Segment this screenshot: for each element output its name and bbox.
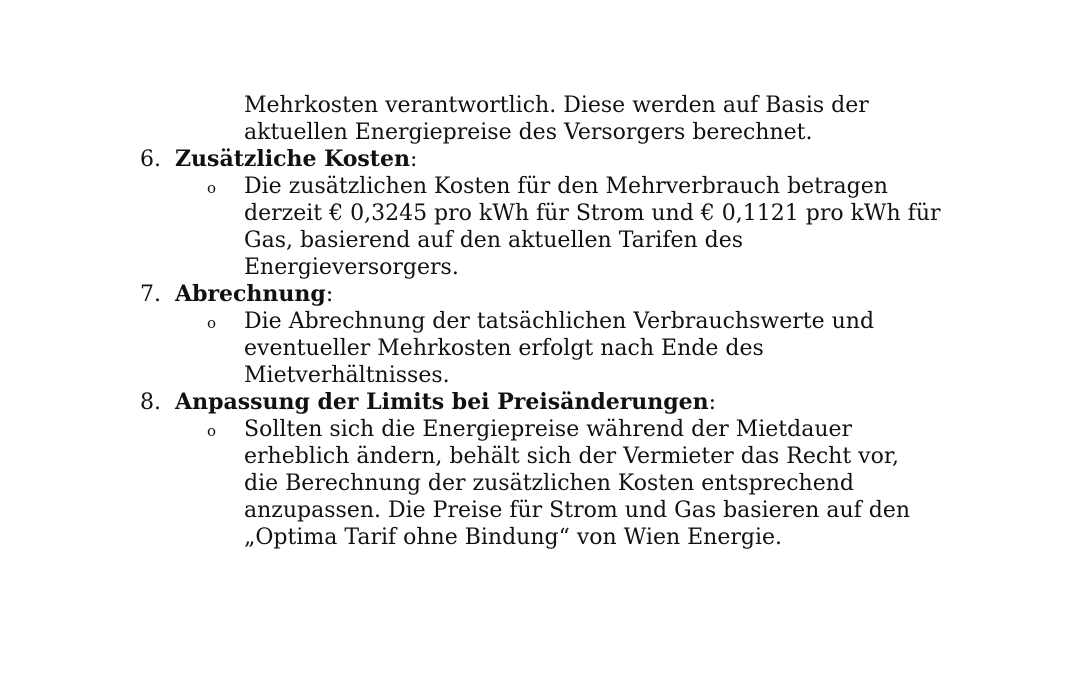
bullet-icon: o — [207, 314, 217, 332]
list-item-line — [0, 470, 1080, 497]
section-title-text: Anpassung der Limits bei Preisänderungen — [175, 389, 709, 415]
list-item-line — [0, 524, 1080, 551]
document-page — [0, 92, 1080, 551]
paragraph-text: Energieversorgers. — [244, 255, 459, 280]
paragraph-text: aktuellen Energiepreise des Versorgers berechnet. — [244, 120, 813, 145]
section-title-text: Abrechnung — [175, 281, 326, 307]
section-title — [175, 389, 716, 416]
section-title — [175, 281, 333, 308]
list-item-line — [0, 362, 1080, 389]
paragraph-text: Sollten sich die Energiepreise während der Mietdauer — [244, 417, 853, 442]
list-item-line — [0, 173, 1080, 200]
list-item-line — [0, 497, 1080, 524]
list-item-line — [0, 443, 1080, 470]
paragraph-text: Mehrkosten verantwortlich. Diese werden auf Basis der — [244, 93, 869, 118]
list-number: 8. — [140, 390, 161, 415]
section-heading-8 — [0, 389, 1080, 416]
section-title — [175, 146, 417, 173]
paragraph-text: eventueller Mehrkosten erfolgt nach Ende des — [244, 336, 764, 361]
list-item-line — [0, 200, 1080, 227]
list-item-line — [0, 254, 1080, 281]
paragraph-text: die Berechnung der zusätzlichen Kosten entsprechend — [244, 471, 854, 496]
list-item-line — [0, 227, 1080, 254]
section-title-colon: : — [708, 390, 717, 415]
list-item-line — [0, 335, 1080, 362]
paragraph-text: derzeit € 0,3245 pro kWh für Strom und € 0,1121 pro kWh für — [244, 201, 941, 226]
intro-line — [0, 92, 1080, 119]
bullet-icon: o — [207, 179, 217, 197]
paragraph-text: Mietverhältnisses. — [244, 363, 450, 388]
list-item-line — [0, 308, 1080, 335]
paragraph-text: Die zusätzlichen Kosten für den Mehrverbrauch betragen — [244, 174, 888, 199]
section-heading-6 — [0, 146, 1080, 173]
list-item-line — [0, 416, 1080, 443]
paragraph-text: anzupassen. Die Preise für Strom und Gas basieren auf den — [244, 498, 911, 523]
section-title-colon: : — [409, 147, 418, 172]
section-title-colon: : — [325, 282, 334, 307]
intro-line — [0, 119, 1080, 146]
bullet-icon: o — [207, 422, 217, 440]
list-number: 6. — [140, 147, 161, 172]
paragraph-text: Gas, basierend auf den aktuellen Tarifen des — [244, 228, 744, 253]
paragraph-text: Die Abrechnung der tatsächlichen Verbrauchswerte und — [244, 309, 875, 334]
section-heading-7 — [0, 281, 1080, 308]
list-number: 7. — [140, 282, 161, 307]
section-title-text: Zusätzliche Kosten — [175, 146, 410, 172]
paragraph-text: „Optima Tarif ohne Bindung“ von Wien Energie. — [244, 525, 783, 550]
paragraph-text: erheblich ändern, behält sich der Vermieter das Recht vor, — [244, 444, 899, 469]
